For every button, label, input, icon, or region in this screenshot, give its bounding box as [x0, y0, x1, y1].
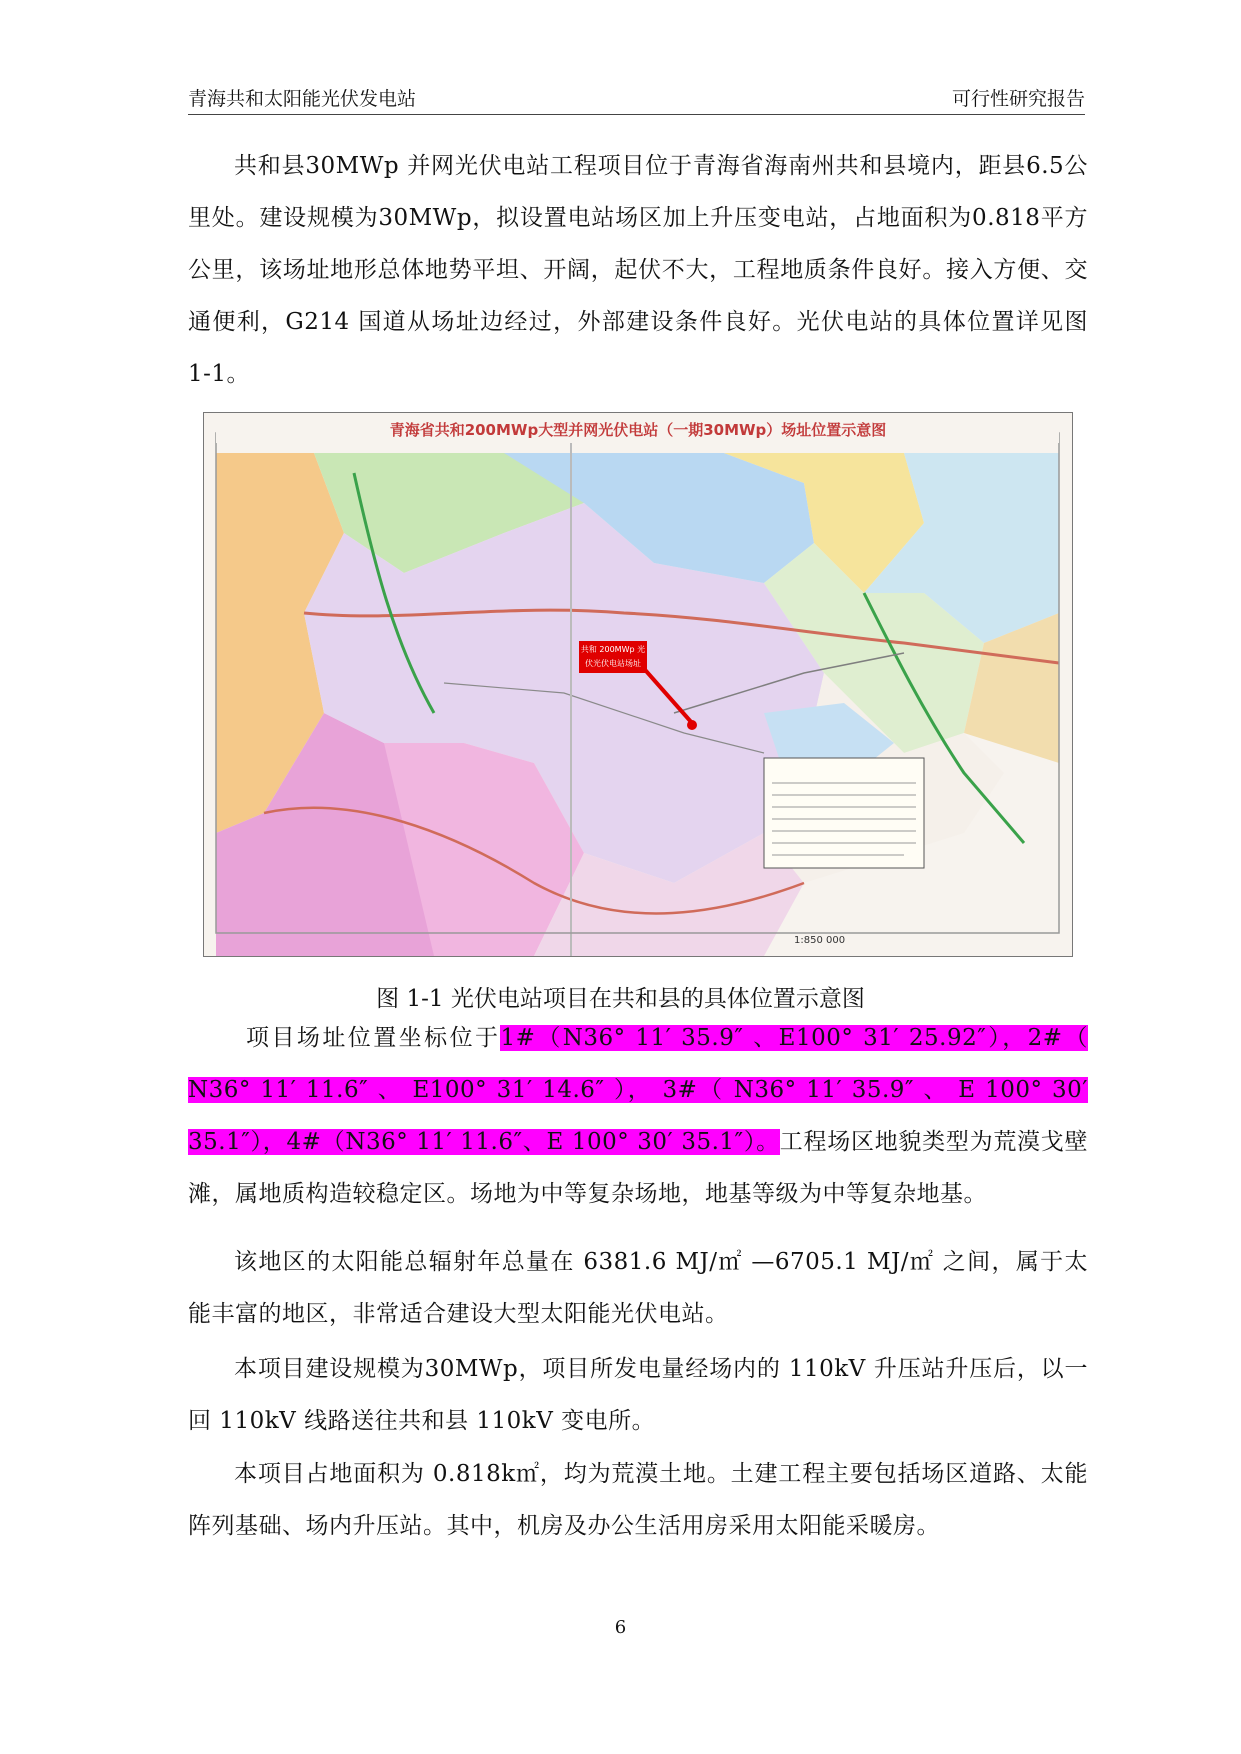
- paragraph-location: 共和县30MWp 并网光伏电站工程项目位于青海省海南州共和县境内，距县6.5公里处。建设规模为30MWp，拟设置电站场区加上升压变电站，占地面积为0.818平方公里，该场址地形总体地势平坦、开阔，起伏不大，工程地质条件良好。接入方便、交通便利，G214 国道从场址边经过，外部建设条件良好。光伏电站的具体位置详见图 1-1。: [188, 153, 1088, 387]
- map-title: 青海省共和200MWp大型并网光伏电站（一期30MWp）场址位置示意图: [389, 421, 887, 439]
- coordinates-highlight: 1#（N36° 11′ 35.9″ 、E100° 31′ 25.92″），2#（ N36° 11′ 11.6″ 、 E100° 31′ 14.6″ ）， 3#（ N36° 11′ 35.9″ 、 E 100° 30′ 35.1″），4#（N36° 11′ 11.6″、E 100° 30′ 35.1″）。: [188, 1025, 1088, 1155]
- coordinates-rest: 工程场区地貌类型为荒漠戈壁滩，属地质构造较稳定区。场地为中等复杂场地，地基等级为中等复杂地基。: [188, 1129, 1088, 1207]
- coordinates-intro: 项目场址位置坐标位于: [246, 1025, 501, 1051]
- site-label-line1: 共和 200MWp 光: [580, 645, 646, 654]
- paragraph-coordinates: [188, 1012, 1088, 1220]
- map-scale: 1:850 000: [794, 935, 846, 946]
- paragraph-scale: 本项目建设规模为30MWp，项目所发电量经场内的 110kV 升压站升压后，以一回 110kV 线路送往共和县 110kV 变电所。: [188, 1356, 1088, 1434]
- location-map-figure: [203, 412, 1073, 957]
- site-marker-icon: [687, 720, 697, 730]
- paragraph-land: 本项目占地面积为 0.818k㎡，均为荒漠土地。土建工程主要包括场区道路、太能阵列基础、场内升压站。其中，机房及办公生活用房采用太阳能采暖房。: [188, 1461, 1088, 1539]
- page-number: 6: [614, 1617, 627, 1638]
- legend-box: [764, 758, 924, 868]
- header-right-title: 可行性研究报告: [951, 88, 1085, 110]
- header-left-title: 青海共和太阳能光伏发电站: [188, 88, 417, 110]
- figure-caption: 图 1-1 光伏电站项目在共和县的具体位置示意图: [376, 986, 865, 1012]
- site-label-line2: 伏光伏电站场址: [585, 659, 641, 668]
- site-label-text: [580, 643, 646, 671]
- location-map: [204, 413, 1072, 956]
- paragraph-radiation: 该地区的太阳能总辐射年总量在 6381.6 MJ/㎡ —6705.1 MJ/㎡ 之间，属于太能丰富的地区，非常适合建设大型太阳能光伏电站。: [188, 1249, 1088, 1327]
- page-header: [188, 84, 1085, 115]
